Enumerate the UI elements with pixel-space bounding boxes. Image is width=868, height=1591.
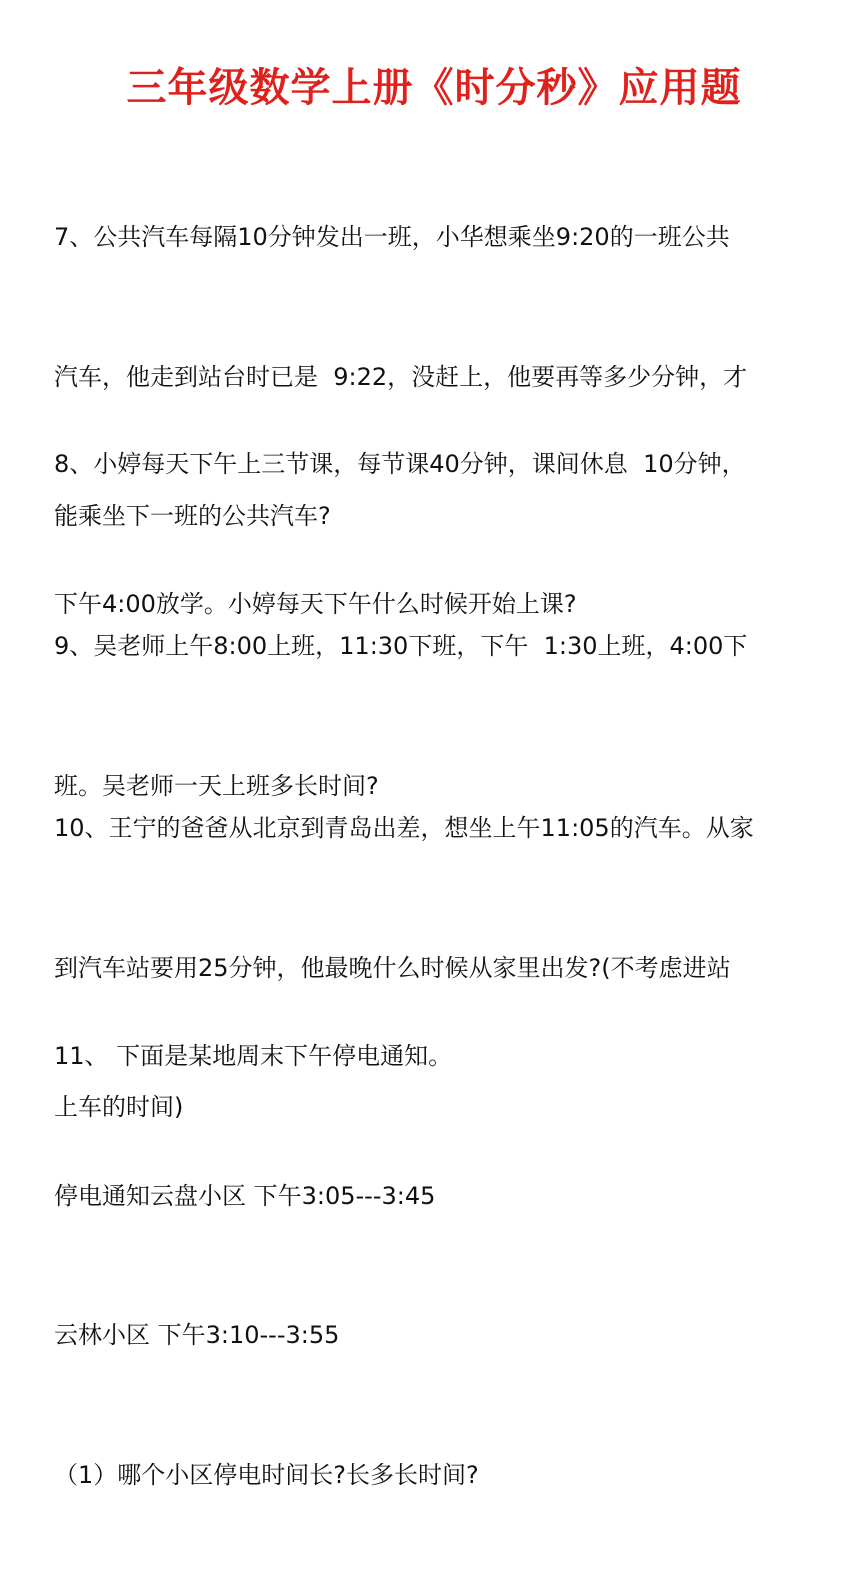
question-7-line-1: 7、公共汽车每隔10分钟发出一班，小华想乘坐9:20的一班公共 [54,223,730,251]
question-10-line-1: 10、王宁的爸爸从北京到青岛出差，想坐上午11:05的汽车。从家 [54,814,754,842]
question-11-notice-line-2: 云林小区 下午3:10---3:55 [54,1321,340,1349]
question-8-line-1: 8、小婷每天下午上三节课，每节课40分钟，课间休息 10分钟， [54,450,746,478]
question-9-line-2: 班。吴老师一天上班多长时间? [54,771,379,800]
page-title: 三年级数学上册《时分秒》应用题 [126,65,742,111]
question-8-line-2: 下午4:00放学。小婷每天下午什么时候开始上课? [54,589,577,618]
question-9-line-1: 9、吴老师上午8:00上班，11:30下班，下午 1:30上班，4:00下 [54,632,748,660]
question-10-line-3: 上车的时间) [54,1093,184,1121]
question-7-line-3: 能乘坐下一班的公共汽车? [54,502,331,530]
question-10-line-2: 到汽车站要用25分钟，他最晚什么时候从家里出发?(不考虑进站 [54,953,731,982]
question-11-line-1: 11、 下面是某地周末下午停电通知。 [54,1042,453,1070]
question-11-notice-line-1: 停电通知云盘小区 下午3:05---3:45 [54,1181,436,1210]
question-11 [54,940,824,1591]
question-11-subquestion-1: （1）哪个小区停电时间长?长多长时间? [54,1460,479,1489]
question-7-line-2: 汽车，他走到站台时已是 9:22，没赶上，他要再等多少分钟，才 [54,362,748,391]
